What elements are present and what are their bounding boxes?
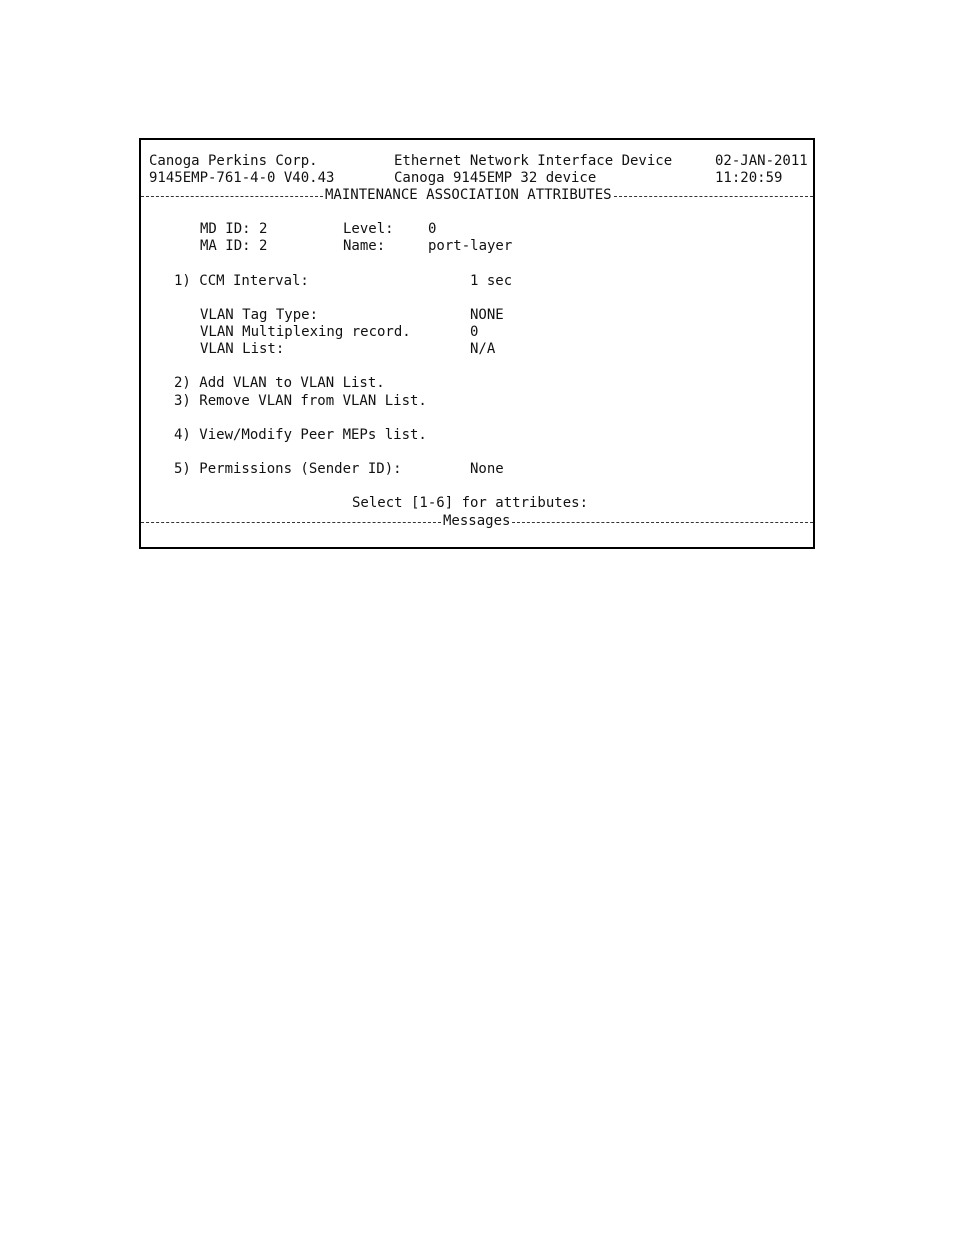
name-label: Name: [343, 238, 386, 254]
vlan-multiplexing-value: 0 [470, 324, 479, 340]
level-value: 0 [428, 221, 437, 237]
screen-title-rule [141, 187, 813, 204]
name-value: port-layer [428, 238, 513, 254]
firmware-version: 9145EMP-761-4-0 V40.43 [149, 170, 335, 186]
rule-dash-left [141, 522, 441, 523]
selection-prompt[interactable]: Select [1-6] for attributes: [352, 495, 589, 511]
message-area [149, 530, 805, 547]
menu-item-peer-meps[interactable]: 4) View/Modify Peer MEPs list. [174, 427, 427, 443]
ccm-interval-value: 1 sec [470, 273, 513, 289]
level-label: Level: [343, 221, 394, 237]
screen-title: MAINTENANCE ASSOCIATION ATTRIBUTES [325, 187, 612, 203]
vlan-list-label: VLAN List: [200, 341, 285, 357]
vlan-multiplexing-label: VLAN Multiplexing record. [200, 324, 411, 340]
system-date: 02-JAN-2011 [715, 153, 808, 169]
permissions-value: None [470, 461, 504, 477]
system-time: 11:20:59 [715, 170, 783, 186]
company-name: Canoga Perkins Corp. [149, 153, 318, 169]
messages-title: Messages [443, 513, 511, 529]
menu-item-permissions[interactable]: 5) Permissions (Sender ID): [174, 461, 402, 477]
rule-dash-right [512, 522, 813, 523]
messages-rule [141, 513, 813, 530]
vlan-list-value: N/A [470, 341, 496, 357]
product-name: Ethernet Network Interface Device [394, 153, 673, 169]
ma-id: MA ID: 2 [200, 238, 268, 254]
rule-dash-right [614, 196, 813, 197]
vlan-tag-type-value: NONE [470, 307, 504, 323]
menu-item-remove-vlan[interactable]: 3) Remove VLAN from VLAN List. [174, 393, 427, 409]
device-name: Canoga 9145EMP 32 device [394, 170, 597, 186]
menu-item-add-vlan[interactable]: 2) Add VLAN to VLAN List. [174, 375, 385, 391]
md-id: MD ID: 2 [200, 221, 268, 237]
rule-dash-left [141, 196, 323, 197]
terminal-window [139, 138, 815, 549]
menu-item-ccm-interval[interactable]: 1) CCM Interval: [174, 273, 309, 289]
vlan-tag-type-label: VLAN Tag Type: [200, 307, 319, 323]
